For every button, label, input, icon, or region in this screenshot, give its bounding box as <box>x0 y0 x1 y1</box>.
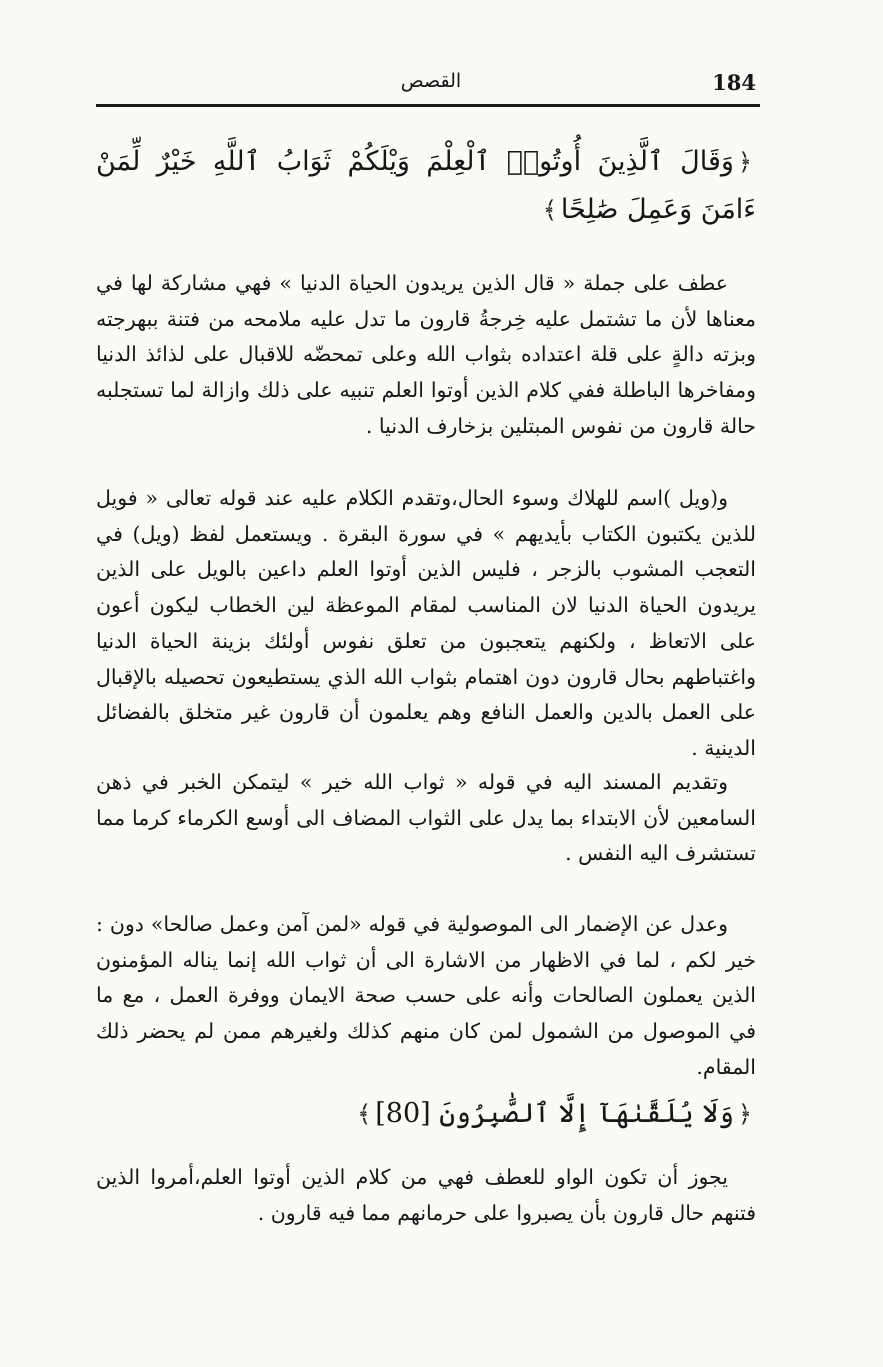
verse-79-text: وَقَالَ ٱلَّذِينَ أُوتُوا۟ ٱلْعِلْمَ وَيْلَكُمْ ثَوَابُ ٱللَّهِ خَيْرٌ لِّمَنْ ءَامَنَ وَعَمِلَ صَٰلِحًا <box>96 146 756 225</box>
verse-80 <box>96 1090 756 1138</box>
page-number: 184 <box>712 70 756 95</box>
verse-80-text: وَلَا يُلَقَّىٰهَآ إِلَّا ٱلصَّٰبِرُونَ [80] <box>375 1098 734 1129</box>
paragraph-1: عطف على جملة « قال الذين يريدون الحياة الدنيا » فهي مشاركة لها في معناها لأن ما تشتمل عليه خِرجةُ قارون ما تدل عليه ملامحه من فتنة ببهرجته وبزته دالةٍ على قلة اعتداده بثواب الله وعلى تمحضّه للاقبال على لذائذ الدنيا ومفاخرها الباطلة ففي كلام الذين أوتوا العلم تنبيه على ذلك وازالة لما تستجلبه حالة قارون من نفوس المبتلين بزخارف الدنيا . <box>96 271 756 438</box>
ornament-close-icon: ﴾ <box>542 196 557 224</box>
running-title: القصص <box>400 70 462 92</box>
ornament-open-icon: ﴿ <box>737 1100 752 1128</box>
paragraph-5: يجوز أن تكون الواو للعطف فهي من كلام الذين أوتوا العلم،أمروا الذين فتنهم حال قارون بأن يصبروا على حرمانهم مما فيه قارون . <box>96 1165 756 1225</box>
verse-79 <box>96 138 756 234</box>
page-header <box>96 62 758 102</box>
ornament-close-icon: ﴾ <box>357 1100 372 1128</box>
header-rule <box>96 104 760 107</box>
paragraph-4: وعدل عن الإضمار الى الموصولية في قوله «لمن آمن وعمل صالحا» دون : خير لكم ، لما في الاظهار من الاشارة الى أن ثواب الله إنما يناله المؤمنون الذين يعملون الصالحات وأنه على حسب صحة الايمان ووفرة العمل ، مع ما في الموصول من الشمول لمن كان منهم كذلك ولغيرهم ممن لم يحضر ذلك المقام. <box>96 912 756 1079</box>
paragraph-2: و(ويل )اسم للهلاك وسوء الحال،وتقدم الكلام عليه عند قوله تعالى « فويل للذين يكتبون الكتاب بأيديهم » في سورة البقرة . ويستعمل لفظ (ويل) في التعجب المشوب بالزجر ، فليس الذين أوتوا العلم داعين بالويل على الذين يريدون الحياة الدنيا لان المناسب لمقام الموعظة لين الخطاب ليكون أعون على الاتعاظ ، ولكنهم يتعجبون من تعلق نفوس أولئك بزينة الحياة الدنيا واغتباطهم بحال قارون دون اهتمام بثواب الله الذي يستطيعون تحصيله بالإقبال على العمل بالدين والعمل النافع وهم يعلمون أن قارون غير متخلق بالفضائل الدينية . <box>96 486 756 760</box>
paragraph-3: وتقديم المسند اليه في قوله « ثواب الله خير » ليتمكن الخبر في ذهن السامعين لأن الابتداء بما يدل على الثواب المضاف الى أوسع الكرماء كرما مما تستشرف اليه النفس . <box>96 770 756 866</box>
ornament-open-icon: ﴿ <box>737 148 752 176</box>
